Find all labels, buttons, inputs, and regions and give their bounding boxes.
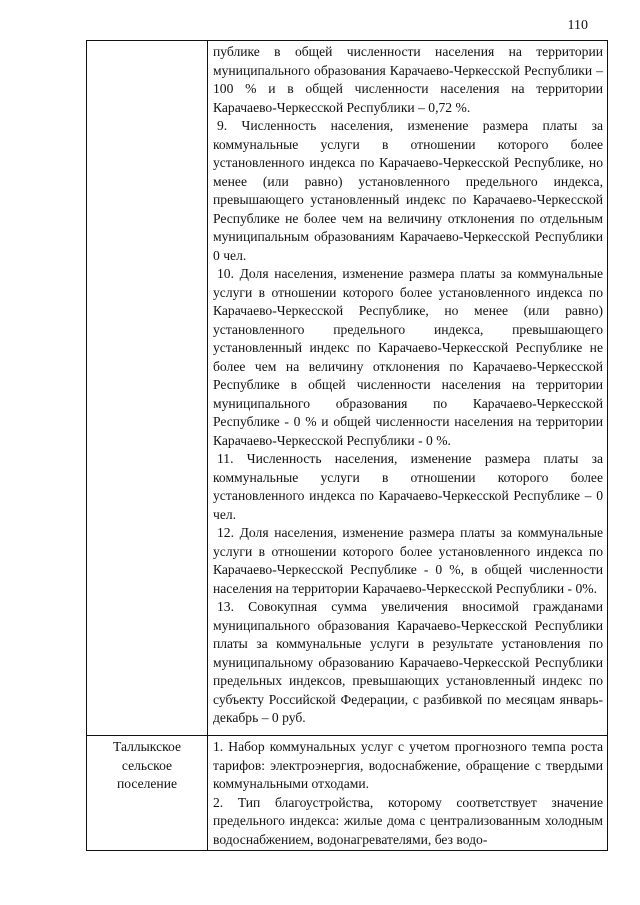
description-cell <box>208 41 608 736</box>
page-number: 110 <box>567 18 588 33</box>
settlement-cell <box>87 41 208 736</box>
document-table <box>86 40 608 851</box>
paragraph: 11. Численность населения, изменение размера платы за коммунальные услуги в отношении которого более установленного индекса по Карачаево-Черкесской Республике – 0 чел. <box>213 451 603 522</box>
settlement-name <box>87 41 207 45</box>
settlement-name: Таллыкское сельское поселение <box>112 739 182 791</box>
table-row <box>87 41 608 736</box>
paragraph: 12. Доля населения, изменение размера платы за коммунальные услуги в отношении которого более установленного индекса по Карачаево-Черкесской Республике - 0 %, в общей численности населения на территории Карачаево-Черкесской Республики - 0%. <box>213 525 603 596</box>
paragraph: публике в общей численности населения на территории муниципального образования Карачаево-Черкесской Республики – 100 % и в общей численности населения на территории Карачаево-Черкесской Республики – 0,72 %. <box>213 44 603 115</box>
table-row <box>87 736 608 851</box>
paragraph: 13. Совокупная сумма увеличения вносимой гражданами муниципального образования Карачаево-Черкесской Республики платы за коммунальные услуги в результате установления по муниципальному образованию Карачаево-Черкесской Республики предельных индексов, превышающих установленный индекс по субъекту Российской Федерации, с разбивкой по месяцам январь-декабрь – 0 руб. <box>213 599 603 725</box>
paragraph: 10. Доля населения, изменение размера платы за коммунальные услуги в отношении которого более установленного индекса по Карачаево-Черкесской Республике, но менее (или равно) установленного предельного индекса, превышающего установленный индекс по Карачаево-Черкесской Республике не более чем на величину отклонения по Карачаево-Черкесской Республике в общей численности населения на территории муниципального образования по Карачаево-Черкесской Республике - 0 % и общей численности населения на территории Карачаево-Черкесской Республики - 0 %. <box>213 266 603 448</box>
paragraph: 9. Численность населения, изменение размера платы за коммунальные услуги в отношении которого более установленного индекса по Карачаево-Черкесской Республике, но менее (или равно) установленного предельного индекса, превышающего установленный индекс по Карачаево-Черкесской Республике не более чем на величину отклонения по отдельным муниципальным образованиям Карачаево-Черкесской Республики 0 чел. <box>213 118 603 263</box>
description-text <box>208 736 607 850</box>
description-cell <box>208 736 608 851</box>
paragraph: 1. Набор коммунальных услуг с учетом прогнозного темпа роста тарифов: электроэнергия, водоснабжение, обращение с твердыми коммунальными отходами. <box>213 739 603 791</box>
description-text <box>208 41 607 729</box>
paragraph: 2. Тип благоустройства, которому соответствует значение предельного индекса: жилые дома с централизованным холодным водоснабжением, водонагревателями, без водо- <box>213 794 603 847</box>
settlement-cell <box>87 736 208 851</box>
